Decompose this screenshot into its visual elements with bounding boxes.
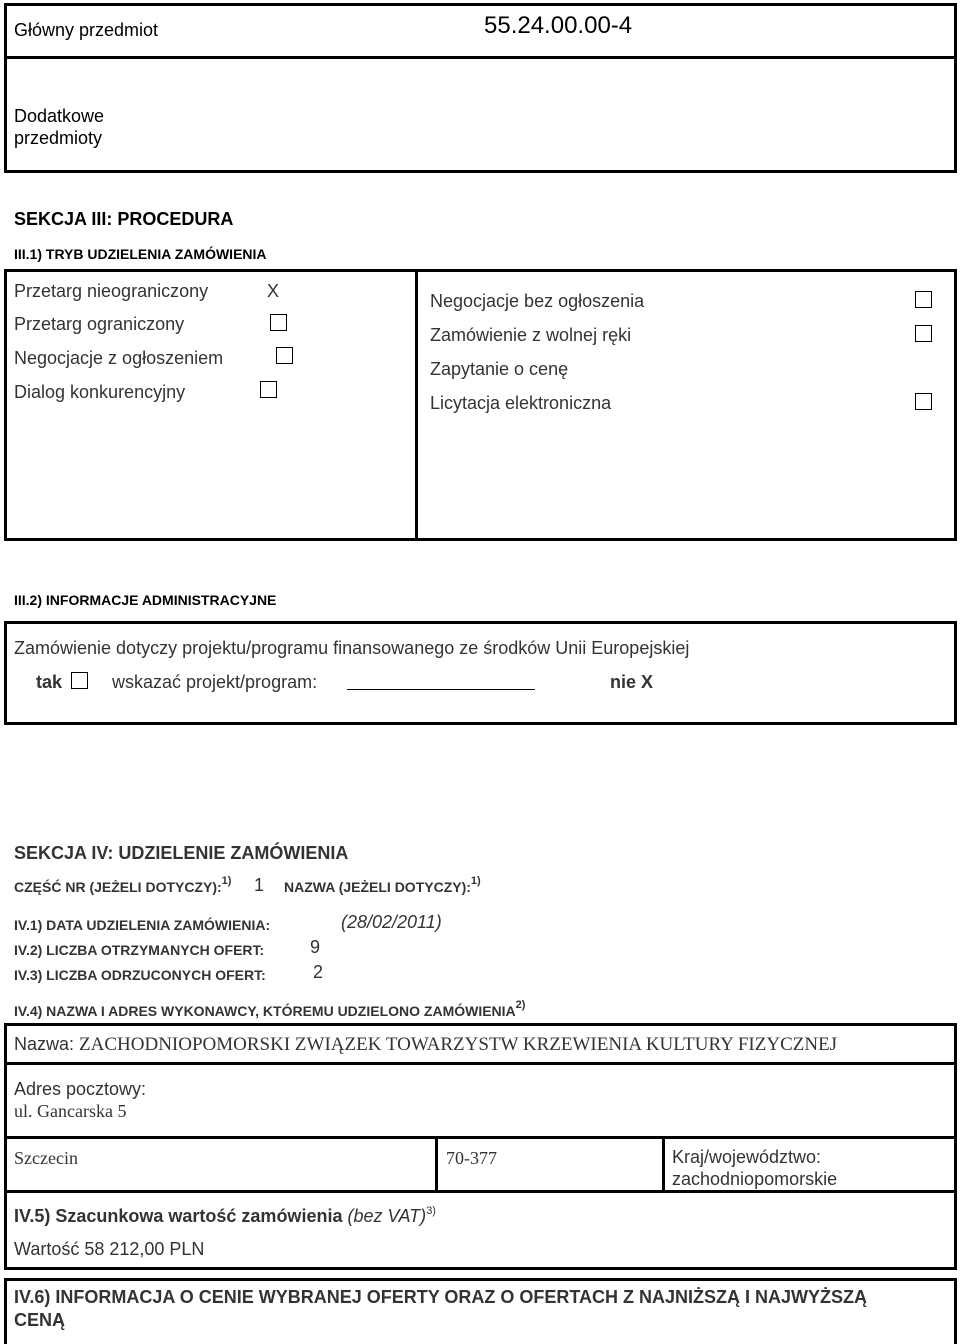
checkbox-przetarg-ograniczony[interactable]	[270, 314, 287, 331]
iv5-footnote: 3)	[426, 1205, 436, 1217]
section-3-2-heading: III.2) INFORMACJE ADMINISTRACYJNE	[14, 592, 277, 608]
estimated-value: Wartość 58 212,00 PLN	[14, 1239, 205, 1259]
iv1-label: IV.1) DATA UDZIELENIA ZAMÓWIENIA:	[14, 917, 271, 933]
section-3-title: SEKCJA III: PROCEDURA	[14, 209, 234, 229]
nie-label: nie X	[610, 672, 654, 692]
city-value: Szczecin	[14, 1148, 78, 1168]
contractor-divider-1	[4, 1062, 957, 1065]
postal-address-value: ul. Gancarska 5	[14, 1101, 127, 1121]
iv4-heading-text: IV.4) NAZWA I ADRES WYKONAWCY, KTÓREMU UDZIELONO ZAMÓWIENIA	[14, 1003, 516, 1019]
option-przetarg-nieograniczony: Przetarg nieograniczony	[14, 281, 209, 301]
checkbox-zamowienie-z-wolnej-reki[interactable]	[915, 325, 932, 342]
option-zamowienie-z-wolnej-reki: Zamówienie z wolnej ręki	[430, 325, 632, 345]
region-label: Kraj/województwo:	[672, 1147, 822, 1167]
contractor-col-divider-2	[662, 1136, 665, 1193]
iv6-heading-line2: CENĄ	[14, 1310, 66, 1330]
iv5-heading-text: IV.5) Szacunkowa wartość zamówienia	[14, 1206, 343, 1226]
procedure-divider	[415, 269, 418, 541]
section-3-1-heading: III.1) TRYB UDZIELENIA ZAMÓWIENIA	[14, 246, 267, 262]
additional-subject-label-2: przedmioty	[14, 128, 103, 148]
checkbox-negocjacje-z-ogloszeniem[interactable]	[276, 347, 293, 364]
main-subject-label: Główny przedmiot	[14, 20, 159, 40]
section-4-title: SEKCJA IV: UDZIELENIE ZAMÓWIENIA	[14, 843, 349, 863]
iv1-value: (28/02/2011)	[341, 912, 442, 932]
part-number-value: 1	[254, 875, 265, 895]
contractor-divider-2	[4, 1136, 957, 1139]
contractor-name-value: ZACHODNIOPOMORSKI ZWIĄZEK TOWARZYSTW KRZEWIENIA KULTURY FIZYCZNEJ	[79, 1034, 838, 1055]
contractor-col-divider-1	[435, 1136, 438, 1193]
eu-funding-question: Zamówienie dotyczy projektu/programu finansowanego ze środków Unii Europejskiej	[14, 638, 690, 658]
name-label-text: NAZWA (JEŻELI DOTYCZY):	[284, 879, 471, 895]
option-dialog-konkurencyjny: Dialog konkurencyjny	[14, 382, 186, 402]
iv6-heading-line1: IV.6) INFORMACJA O CENIE WYBRANEJ OFERTY ORAZ O OFERTACH Z NAJNIŻSZĄ I NAJWYŻSZĄ	[14, 1287, 868, 1307]
iv2-label: IV.2) LICZBA OTRZYMANYCH OFERT:	[14, 942, 265, 958]
option-negocjacje-z-ogloszeniem: Negocjacje z ogłoszeniem	[14, 348, 224, 368]
postcode-value: 70-377	[446, 1148, 497, 1168]
iv2-value: 9	[310, 937, 321, 957]
wskazac-projekt-label: wskazać projekt/program:	[112, 672, 318, 692]
iv5-heading-italic: (bez VAT)	[347, 1206, 427, 1226]
tak-label: tak	[36, 672, 63, 692]
main-subject-code: 55.24.00.00-4	[484, 12, 633, 39]
option-przetarg-ograniczony: Przetarg ograniczony	[14, 314, 185, 334]
contractor-name	[14, 1033, 837, 1056]
region-value: zachodniopomorskie	[672, 1169, 838, 1189]
part-number-label-text: CZĘŚĆ NR (JEŻELI DOTYCZY):	[14, 879, 222, 895]
option-zapytanie-o-cene: Zapytanie o cenę	[430, 359, 569, 379]
checkbox-dialog-konkurencyjny[interactable]	[260, 381, 277, 398]
option-negocjacje-bez-ogloszenia: Negocjacje bez ogłoszenia	[430, 291, 645, 311]
subject-divider	[4, 56, 957, 59]
postal-address-label: Adres pocztowy:	[14, 1079, 147, 1099]
mark-przetarg-nieograniczony: X	[267, 281, 280, 301]
additional-subject-label-1: Dodatkowe	[14, 106, 105, 126]
checkbox-tak[interactable]	[71, 672, 88, 689]
checkbox-negocjacje-bez-ogloszenia[interactable]	[915, 291, 932, 308]
part-number-label	[14, 876, 231, 900]
project-name-line[interactable]	[347, 689, 535, 690]
name-footnote: 1)	[470, 875, 481, 887]
iv3-label: IV.3) LICZBA ODRZUCONYCH OFERT:	[14, 967, 266, 983]
iv5-heading	[14, 1205, 436, 1230]
iv3-value: 2	[313, 962, 324, 982]
iv4-heading	[14, 1000, 525, 1024]
contractor-name-label: Nazwa:	[14, 1034, 75, 1054]
checkbox-licytacja-elektroniczna[interactable]	[915, 393, 932, 410]
iv4-footnote: 2)	[515, 999, 526, 1011]
option-licytacja-elektroniczna: Licytacja elektroniczna	[430, 393, 612, 413]
part-number-footnote: 1)	[221, 875, 232, 887]
name-label	[284, 876, 481, 900]
